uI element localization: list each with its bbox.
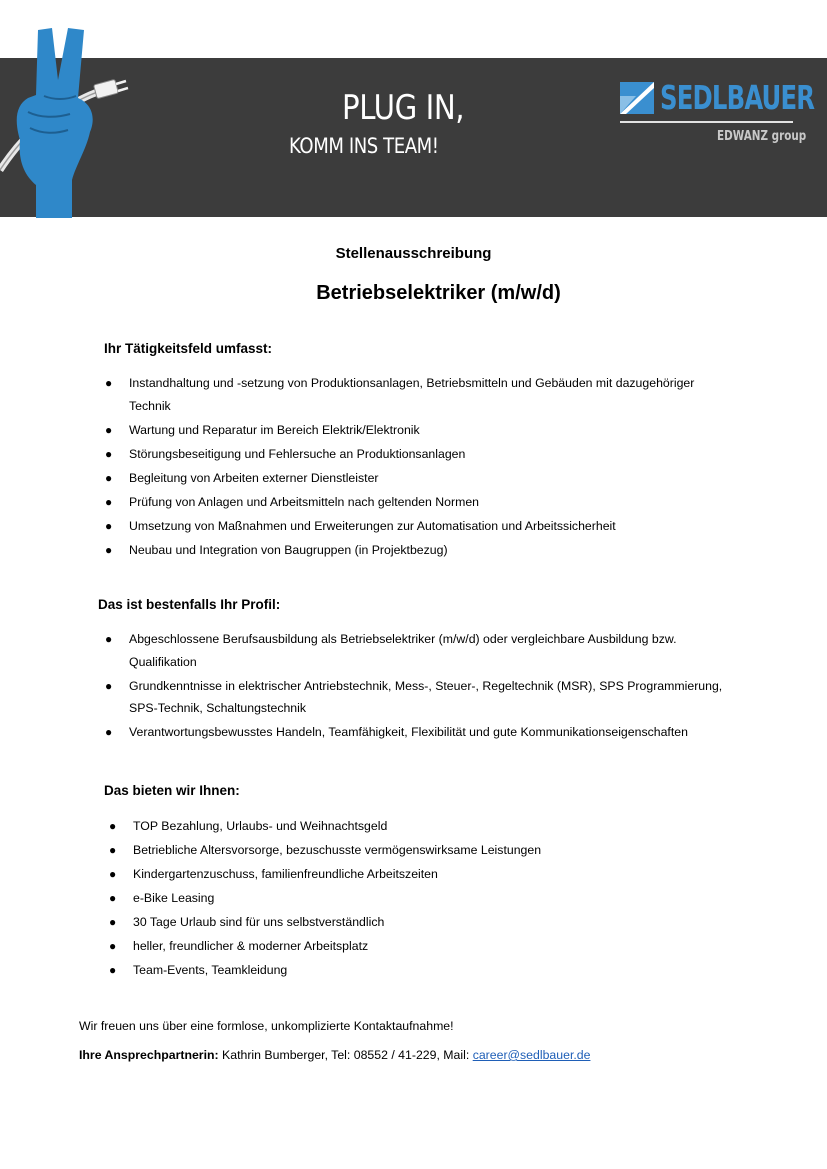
section-heading-offer: Das bieten wir Ihnen: (104, 783, 240, 798)
banner-headline: PLUG IN, (342, 88, 465, 128)
logo-name: SEDLBAUER (660, 78, 815, 117)
bullet-icon: ● (105, 678, 113, 693)
list-item: ● Wartung und Reparatur im Bereich Elektrik/Elektronik (129, 419, 694, 442)
list-item: ● Abgeschlossene Berufsausbildung als Betriebselektriker (m/w/d) oder vergleichbare Ausbildung bzw. Qualifikation (129, 628, 722, 673)
bullet-icon: ● (109, 867, 117, 881)
contact-label: Ihre Ansprechpartnerin: (79, 1048, 219, 1062)
bullet-icon: ● (109, 891, 117, 905)
tasks-list (105, 372, 695, 563)
list-item: ● TOP Bezahlung, Urlaubs- und Weihnachtsgeld (133, 815, 541, 838)
bullet-icon: ● (109, 819, 117, 833)
list-item: ● Instandhaltung und -setzung von Produktionsanlagen, Betriebsmitteln und Gebäuden mit dazugehöriger Technik (129, 372, 694, 417)
section-heading-profile: Das ist bestenfalls Ihr Profil: (98, 597, 281, 612)
closing-text: Wir freuen uns über eine formlose, unkomplizierte Kontaktaufnahme! (79, 1019, 454, 1033)
list-item: ● Kindergartenzuschuss, familienfreundliche Arbeitszeiten (133, 863, 541, 886)
list-item: ● Störungsbeseitigung und Fehlersuche an Produktionsanlagen (129, 443, 694, 466)
offer-list (109, 815, 542, 983)
logo-group: EDWANZ group (717, 129, 807, 144)
bullet-icon: ● (105, 494, 113, 509)
profile-list (105, 628, 723, 745)
section-heading-tasks: Ihr Tätigkeitsfeld umfasst: (104, 341, 273, 356)
bullet-icon: ● (105, 422, 113, 437)
bullet-icon: ● (105, 632, 113, 646)
list-item: ● Verantwortungsbewusstes Handeln, Teamfähigkeit, Flexibilität und gute Kommunikationseigenschaften (129, 721, 722, 744)
list-item: ● Betriebliche Altersvorsorge, bezuschusste vermögenswirksame Leistungen (133, 839, 541, 862)
logo-divider (620, 121, 793, 123)
doc-title: Betriebselektriker (m/w/d) (316, 282, 561, 304)
bullet-icon: ● (109, 939, 117, 953)
bullet-icon: ● (105, 446, 113, 461)
list-item: ● Grundkenntnisse in elektrischer Antriebstechnik, Mess-, Steuer-, Regeltechnik (MSR), SPS Programmierung, SPS-Technik, Schaltungstechnik (129, 675, 722, 720)
bullet-icon: ● (105, 518, 113, 533)
bullet-icon: ● (109, 843, 117, 857)
bullet-icon: ● (109, 915, 117, 929)
bullet-icon: ● (105, 542, 113, 557)
contact-details: Kathrin Bumberger, Tel: 08552 / 41-229, Mail: (218, 1048, 473, 1062)
contact-line (79, 1048, 590, 1062)
list-item: ● Umsetzung von Maßnahmen und Erweiterungen zur Automatisation und Arbeitssicherheit (129, 515, 694, 538)
company-logo (620, 78, 815, 152)
hand-victory-icon (0, 0, 140, 218)
bullet-icon: ● (109, 963, 117, 977)
list-item: ● Prüfung von Anlagen und Arbeitsmitteln nach geltenden Normen (129, 491, 694, 514)
list-item: ● Neubau und Integration von Baugruppen (in Projektbezug) (129, 539, 694, 562)
bullet-icon: ● (105, 725, 113, 739)
email-link[interactable]: career@sedlbauer.de (472, 1048, 591, 1062)
list-item: ● Team-Events, Teamkleidung (133, 959, 541, 982)
list-item: ● Begleitung von Arbeiten externer Dienstleister (129, 467, 694, 490)
list-item: ● 30 Tage Urlaub sind für uns selbstverständlich (133, 911, 541, 934)
sedlbauer-logo-mark (620, 82, 654, 114)
doc-kicker: Stellenausschreibung (335, 245, 492, 262)
list-item: ● e-Bike Leasing (133, 887, 541, 910)
plug-icon (94, 79, 128, 98)
banner-subline: KOMM INS TEAM! (289, 134, 439, 158)
bullet-icon: ● (105, 470, 113, 485)
bullet-icon: ● (105, 376, 113, 390)
list-item: ● heller, freundlicher & moderner Arbeitsplatz (133, 935, 541, 958)
